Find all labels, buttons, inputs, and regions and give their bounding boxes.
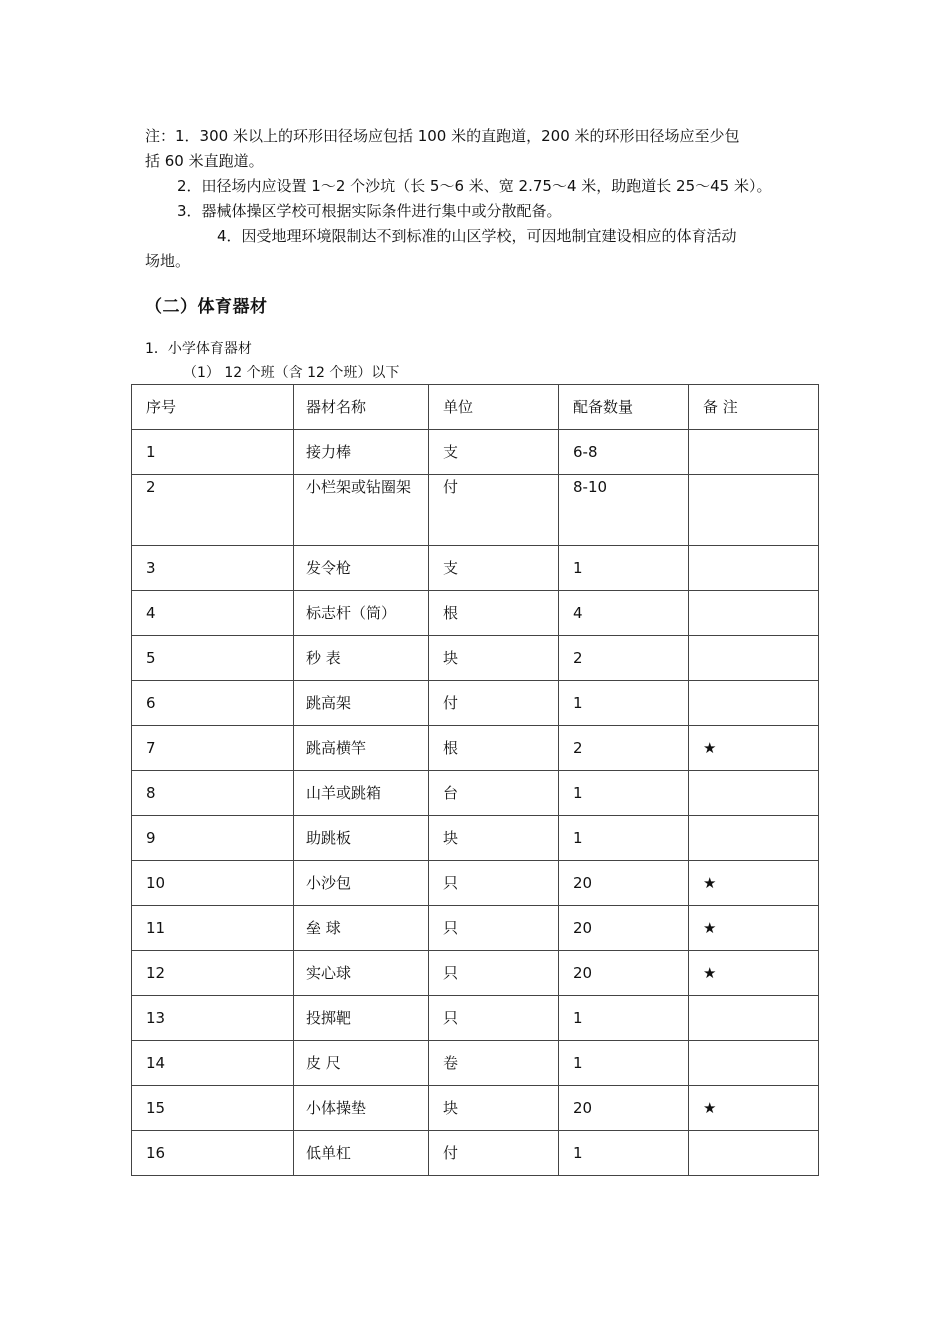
cell-unit: 支	[429, 430, 559, 475]
cell-name: 发令枪	[294, 546, 429, 591]
table-row	[132, 1086, 819, 1131]
cell-unit: 根	[429, 726, 559, 771]
cell-no: 5	[132, 636, 294, 681]
header-note: 备 注	[689, 385, 819, 430]
cell-name: 跳高横竿	[294, 726, 429, 771]
star-icon: ★	[689, 1086, 819, 1131]
cell-qty: 1	[559, 771, 689, 816]
cell-no: 6	[132, 681, 294, 726]
cell-no: 11	[132, 906, 294, 951]
header-no: 序号	[132, 385, 294, 430]
cell-qty: 20	[559, 1086, 689, 1131]
cell-note	[689, 771, 819, 816]
header-qty: 配备数量	[559, 385, 689, 430]
table-row	[132, 906, 819, 951]
cell-name: 投掷靶	[294, 996, 429, 1041]
cell-name: 小沙包	[294, 861, 429, 906]
note-4-line-a: 4．因受地理环境限制达不到标准的山区学校，可因地制宜建设相应的体育活动	[217, 227, 737, 245]
table-row	[132, 816, 819, 861]
cell-unit: 只	[429, 996, 559, 1041]
cell-no: 4	[132, 591, 294, 636]
table-row	[132, 546, 819, 591]
cell-no: 16	[132, 1131, 294, 1176]
cell-qty-text: 8-10	[573, 478, 608, 496]
cell-name: 接力棒	[294, 430, 429, 475]
cell-name: 标志杆（筒）	[294, 591, 429, 636]
cell-name: 皮 尺	[294, 1041, 429, 1086]
note-1-line-a: 注：1．300 米以上的环形田径场应包括 100 米的直跑道，200 米的环形田径场应至少包	[145, 127, 740, 145]
cell-no: 12	[132, 951, 294, 996]
cell-name: 小体操垫	[294, 1086, 429, 1131]
cell-unit: 卷	[429, 1041, 559, 1086]
cell-unit	[429, 475, 559, 546]
cell-unit: 块	[429, 816, 559, 861]
note-1-line-b: 括 60 米直跑道。	[145, 152, 264, 170]
cell-unit: 块	[429, 1086, 559, 1131]
sub-sub-heading: （1） 12 个班（含 12 个班）以下	[183, 365, 400, 381]
cell-qty: 1	[559, 546, 689, 591]
cell-note	[689, 816, 819, 861]
note-4-line-b: 场地。	[145, 252, 191, 270]
star-icon: ★	[689, 861, 819, 906]
cell-qty: 6-8	[559, 430, 689, 475]
cell-no-text: 2	[146, 478, 156, 496]
cell-unit: 支	[429, 546, 559, 591]
cell-qty: 20	[559, 951, 689, 996]
cell-unit-text: 付	[443, 478, 459, 496]
cell-note	[689, 1041, 819, 1086]
cell-note	[689, 681, 819, 726]
sub-heading: 1．小学体育器材	[145, 341, 252, 357]
table-row	[132, 430, 819, 475]
cell-name: 低单杠	[294, 1131, 429, 1176]
cell-note	[689, 996, 819, 1041]
header-unit: 单位	[429, 385, 559, 430]
cell-no: 14	[132, 1041, 294, 1086]
cell-qty	[559, 475, 689, 546]
note-2: 2．田径场内应设置 1～2 个沙坑（长 5～6 米、宽 2.75～4 米，助跑道长 25～45 米）。	[177, 177, 772, 195]
cell-name: 垒 球	[294, 906, 429, 951]
cell-note	[689, 475, 819, 546]
cell-note	[689, 591, 819, 636]
cell-no: 3	[132, 546, 294, 591]
table-row	[132, 726, 819, 771]
cell-name: 山羊或跳箱	[294, 771, 429, 816]
cell-no: 10	[132, 861, 294, 906]
cell-name: 跳高架	[294, 681, 429, 726]
cell-unit: 只	[429, 951, 559, 996]
cell-unit: 付	[429, 681, 559, 726]
cell-qty: 1	[559, 681, 689, 726]
header-name: 器材名称	[294, 385, 429, 430]
equipment-table	[131, 384, 819, 1176]
note-3: 3．器械体操区学校可根据实际条件进行集中或分散配备。	[177, 202, 562, 220]
star-icon: ★	[689, 951, 819, 996]
cell-name: 助跳板	[294, 816, 429, 861]
notes-block	[145, 124, 813, 274]
cell-note	[689, 636, 819, 681]
cell-qty: 1	[559, 1041, 689, 1086]
cell-note	[689, 546, 819, 591]
table-row	[132, 636, 819, 681]
cell-unit: 只	[429, 861, 559, 906]
table-row	[132, 861, 819, 906]
table-row	[132, 681, 819, 726]
cell-qty: 2	[559, 636, 689, 681]
cell-unit: 只	[429, 906, 559, 951]
cell-no: 1	[132, 430, 294, 475]
cell-qty: 4	[559, 591, 689, 636]
cell-qty: 20	[559, 861, 689, 906]
table-row	[132, 1131, 819, 1176]
cell-no	[132, 475, 294, 546]
cell-name	[294, 475, 429, 546]
cell-qty: 1	[559, 816, 689, 861]
table-header-row	[132, 385, 819, 430]
cell-no: 9	[132, 816, 294, 861]
cell-no: 15	[132, 1086, 294, 1131]
cell-name-text: 小栏架或钻圈架	[306, 478, 412, 496]
cell-unit: 根	[429, 591, 559, 636]
cell-note	[689, 1131, 819, 1176]
cell-unit: 块	[429, 636, 559, 681]
cell-no: 7	[132, 726, 294, 771]
section-heading: （二）体育器材	[145, 297, 268, 317]
star-icon: ★	[689, 906, 819, 951]
cell-qty: 1	[559, 996, 689, 1041]
star-icon: ★	[689, 726, 819, 771]
cell-no: 8	[132, 771, 294, 816]
table-row	[132, 475, 819, 546]
cell-qty: 1	[559, 1131, 689, 1176]
cell-no: 13	[132, 996, 294, 1041]
cell-unit: 台	[429, 771, 559, 816]
table-row	[132, 996, 819, 1041]
cell-name: 实心球	[294, 951, 429, 996]
cell-unit: 付	[429, 1131, 559, 1176]
table-row	[132, 771, 819, 816]
cell-note	[689, 430, 819, 475]
table-row	[132, 951, 819, 996]
table-row	[132, 591, 819, 636]
cell-name: 秒 表	[294, 636, 429, 681]
cell-qty: 2	[559, 726, 689, 771]
table-row	[132, 1041, 819, 1086]
cell-qty: 20	[559, 906, 689, 951]
